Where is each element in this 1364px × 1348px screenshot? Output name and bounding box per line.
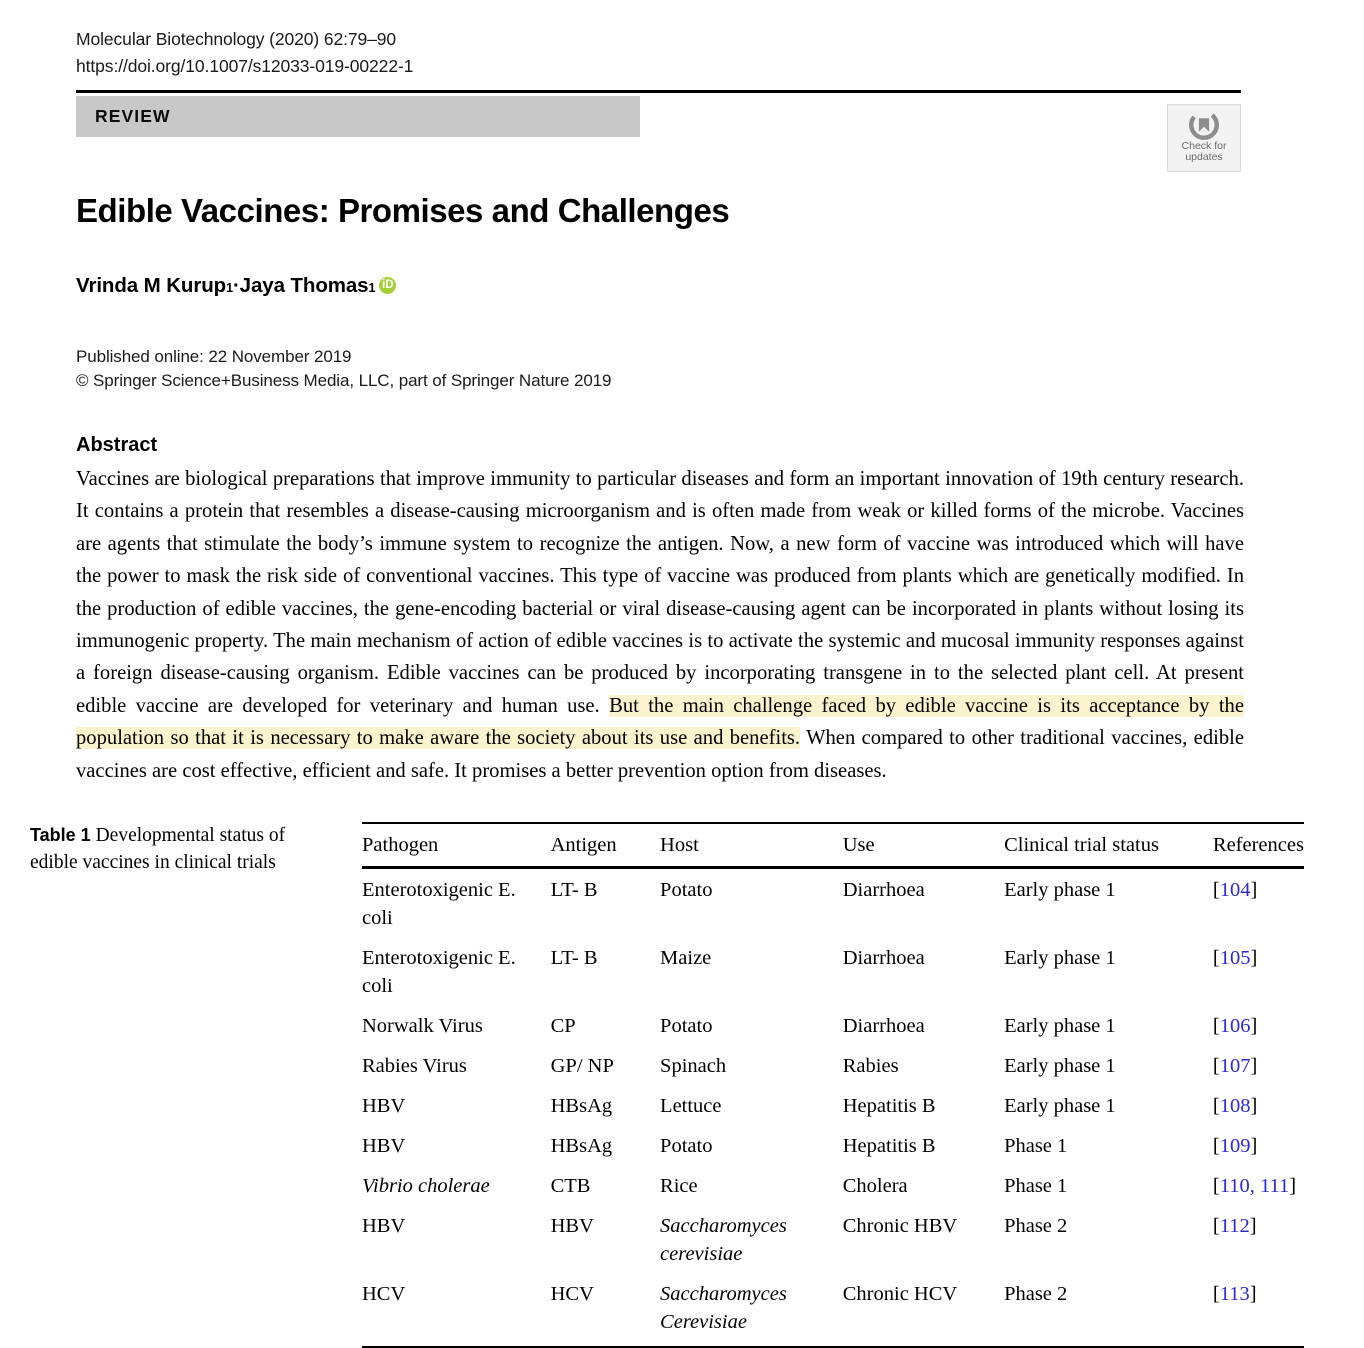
orcid-icon[interactable] bbox=[379, 277, 396, 294]
table-row bbox=[362, 868, 1304, 938]
cell-use: Diarrhoea bbox=[842, 947, 925, 969]
cell-references: [108] bbox=[1212, 1095, 1258, 1117]
reference-link[interactable]: 106 bbox=[1219, 1015, 1251, 1037]
table-body bbox=[362, 868, 1304, 1348]
cell-clinical-trial-status: Phase 1 bbox=[1004, 1135, 1068, 1157]
cell-host: Potato bbox=[660, 879, 713, 901]
cell-use: Rabies bbox=[842, 1055, 899, 1077]
reference-link[interactable]: 104 bbox=[1219, 879, 1251, 901]
cell-pathogen: Norwalk Virus bbox=[362, 1015, 483, 1037]
cell-pathogen: Enterotoxigenic E. coli bbox=[362, 879, 516, 929]
journal-masthead bbox=[76, 26, 413, 80]
table-row bbox=[362, 1085, 1304, 1125]
cell-pathogen: Vibrio cholerae bbox=[362, 1175, 490, 1197]
table-row bbox=[362, 1273, 1304, 1347]
cell-host: Lettuce bbox=[660, 1095, 722, 1117]
column-header-references: References bbox=[1212, 834, 1304, 856]
reference-link[interactable]: 113 bbox=[1219, 1283, 1250, 1305]
cell-host: Potato bbox=[660, 1135, 713, 1157]
table-caption bbox=[30, 822, 330, 876]
cell-references: [104] bbox=[1212, 879, 1258, 901]
publication-info bbox=[76, 345, 611, 393]
published-online-date: Published online: 22 November 2019 bbox=[76, 347, 352, 366]
page-title: Edible Vaccines: Promises and Challenges bbox=[76, 192, 730, 229]
cell-host: Rice bbox=[660, 1175, 698, 1197]
check-for-updates-icon bbox=[1187, 108, 1221, 142]
cell-host: Spinach bbox=[660, 1055, 727, 1077]
table-row bbox=[362, 1165, 1304, 1205]
check-for-updates-line2: updates bbox=[1185, 150, 1223, 163]
cell-use: Chronic HCV bbox=[842, 1283, 958, 1305]
cell-host: Potato bbox=[660, 1015, 713, 1037]
table-row bbox=[362, 1205, 1304, 1273]
reference-link[interactable]: 105 bbox=[1219, 947, 1251, 969]
table-header bbox=[362, 823, 1304, 868]
cell-antigen: HBV bbox=[550, 1215, 594, 1237]
cell-clinical-trial-status: Early phase 1 bbox=[1004, 1055, 1116, 1077]
orcid-icon-label: iD bbox=[382, 278, 394, 291]
cell-references: [113] bbox=[1212, 1283, 1257, 1305]
cell-clinical-trial-status: Early phase 1 bbox=[1004, 1095, 1116, 1117]
cell-use: Diarrhoea bbox=[842, 879, 925, 901]
cell-use: Hepatitis B bbox=[842, 1095, 936, 1117]
reference-link[interactable]: 112 bbox=[1219, 1215, 1250, 1237]
cell-references: [105] bbox=[1212, 947, 1258, 969]
author-list: Vrinda M Kurup 1 · Jaya Thomas 1 iD bbox=[76, 274, 396, 298]
table-caption-text: Developmental status of edible vaccines in clinical trials bbox=[30, 825, 286, 873]
cell-use: Diarrhoea bbox=[842, 1015, 925, 1037]
reference-link[interactable]: 110, 111 bbox=[1219, 1175, 1290, 1197]
table-row bbox=[362, 937, 1304, 1005]
column-header-host: Host bbox=[660, 834, 699, 856]
table-1-container bbox=[362, 822, 1304, 1348]
cell-references: [112] bbox=[1212, 1215, 1257, 1237]
abstract-body bbox=[76, 463, 1244, 787]
cell-use: Cholera bbox=[842, 1175, 908, 1197]
journal-citation-line: Molecular Biotechnology (2020) 62:79–90 bbox=[76, 29, 397, 49]
cell-clinical-trial-status: Phase 2 bbox=[1004, 1215, 1068, 1237]
header-divider-rule bbox=[76, 90, 1241, 93]
article-type-banner bbox=[76, 96, 640, 137]
cell-clinical-trial-status: Early phase 1 bbox=[1004, 947, 1116, 969]
cell-references: [107] bbox=[1212, 1055, 1258, 1077]
cell-references: [106] bbox=[1212, 1015, 1258, 1037]
cell-pathogen: HCV bbox=[362, 1283, 406, 1305]
author-separator: · bbox=[232, 274, 240, 297]
reference-link[interactable]: 107 bbox=[1219, 1055, 1251, 1077]
cell-use: Chronic HBV bbox=[842, 1215, 958, 1237]
column-header-use: Use bbox=[842, 834, 875, 856]
cell-antigen: LT- B bbox=[550, 947, 598, 969]
cell-references: [110, 111] bbox=[1212, 1175, 1297, 1197]
cell-references: [109] bbox=[1212, 1135, 1258, 1157]
cell-clinical-trial-status: Early phase 1 bbox=[1004, 1015, 1116, 1037]
table-row bbox=[362, 1125, 1304, 1165]
copyright-line: © Springer Science+Business Media, LLC, part of Springer Nature 2019 bbox=[76, 371, 612, 390]
cell-antigen: HBsAg bbox=[550, 1135, 613, 1157]
cell-antigen: HBsAg bbox=[550, 1095, 613, 1117]
table-row bbox=[362, 1005, 1304, 1045]
cell-antigen: CTB bbox=[550, 1175, 591, 1197]
cell-host: Saccharomyces cerevisiae bbox=[660, 1215, 787, 1265]
cell-clinical-trial-status: Phase 1 bbox=[1004, 1175, 1068, 1197]
abstract-text-part1: Vaccines are biological preparations that improve immunity to particular diseases and form an important innovation of 19th century research. It contains a protein that resembles a disease-causing microorganism and is often made from weak or killed forms of the microbe. Vaccines are agents that stimulate the body’s immune system to recognize the antigen. Now, a new form of vaccine was introduced which will have the power to mask the risk side of conventional vaccines. This type of vaccine was produced from plants which are genetically modified. In the production of edible vaccines, the gene-encoding bacterial or viral disease-causing agent can be incorporated in plants without losing its immunogenic property. The main mechanism of action of edible vaccines is to activate the systemic and mucosal immunity responses against a foreign disease-causing organism. Edible vaccines can be produced by incorporating transgene in to the selected plant cell. At present edible vaccine are developed for veterinary and human use. bbox=[76, 468, 1244, 717]
author-name-2: Jaya Thomas bbox=[239, 274, 369, 297]
cell-antigen: GP/ NP bbox=[550, 1055, 614, 1077]
cell-antigen: LT- B bbox=[550, 879, 598, 901]
clinical-trials-table bbox=[362, 822, 1304, 1348]
abstract-highlighted-text: But the main challenge faced by edible vaccine is its acceptance by the population so that it is necessary to make aware the society about its use and benefits. bbox=[76, 694, 1244, 750]
cell-pathogen: HBV bbox=[362, 1135, 406, 1157]
cell-pathogen: HBV bbox=[362, 1095, 406, 1117]
cell-antigen: HCV bbox=[550, 1283, 594, 1305]
cell-pathogen: HBV bbox=[362, 1215, 406, 1237]
check-for-updates-badge[interactable] bbox=[1167, 104, 1241, 172]
check-for-updates-line1: Check for bbox=[1181, 140, 1227, 152]
cell-pathogen: Enterotoxigenic E. coli bbox=[362, 947, 516, 997]
abstract-heading: Abstract bbox=[76, 434, 158, 456]
reference-link[interactable]: 109 bbox=[1219, 1135, 1251, 1157]
doi-line[interactable]: https://doi.org/10.1007/s12033-019-00222-1 bbox=[76, 56, 414, 76]
column-header-clinical-trial-status: Clinical trial status bbox=[1004, 834, 1159, 856]
cell-clinical-trial-status: Phase 2 bbox=[1004, 1283, 1068, 1305]
cell-pathogen: Rabies Virus bbox=[362, 1055, 467, 1077]
cell-host: Saccharomyces Cerevisiae bbox=[660, 1283, 787, 1333]
article-type-label: REVIEW bbox=[95, 106, 171, 126]
column-header-antigen: Antigen bbox=[550, 834, 617, 856]
table-header-row bbox=[362, 823, 1304, 868]
reference-link[interactable]: 108 bbox=[1219, 1095, 1251, 1117]
cell-host: Maize bbox=[660, 947, 712, 969]
table-caption-label: Table 1 bbox=[30, 825, 91, 845]
column-header-pathogen: Pathogen bbox=[362, 834, 439, 856]
cell-use: Hepatitis B bbox=[842, 1135, 936, 1157]
cell-antigen: CP bbox=[550, 1015, 576, 1037]
author-name-1: Vrinda M Kurup bbox=[76, 274, 227, 297]
table-row bbox=[362, 1045, 1304, 1085]
abstract-text-part2: When compared to other traditional vaccines, edible vaccines are cost effective, efficient and safe. It promises a better prevention option from diseases. bbox=[76, 727, 1244, 782]
cell-clinical-trial-status: Early phase 1 bbox=[1004, 879, 1116, 901]
